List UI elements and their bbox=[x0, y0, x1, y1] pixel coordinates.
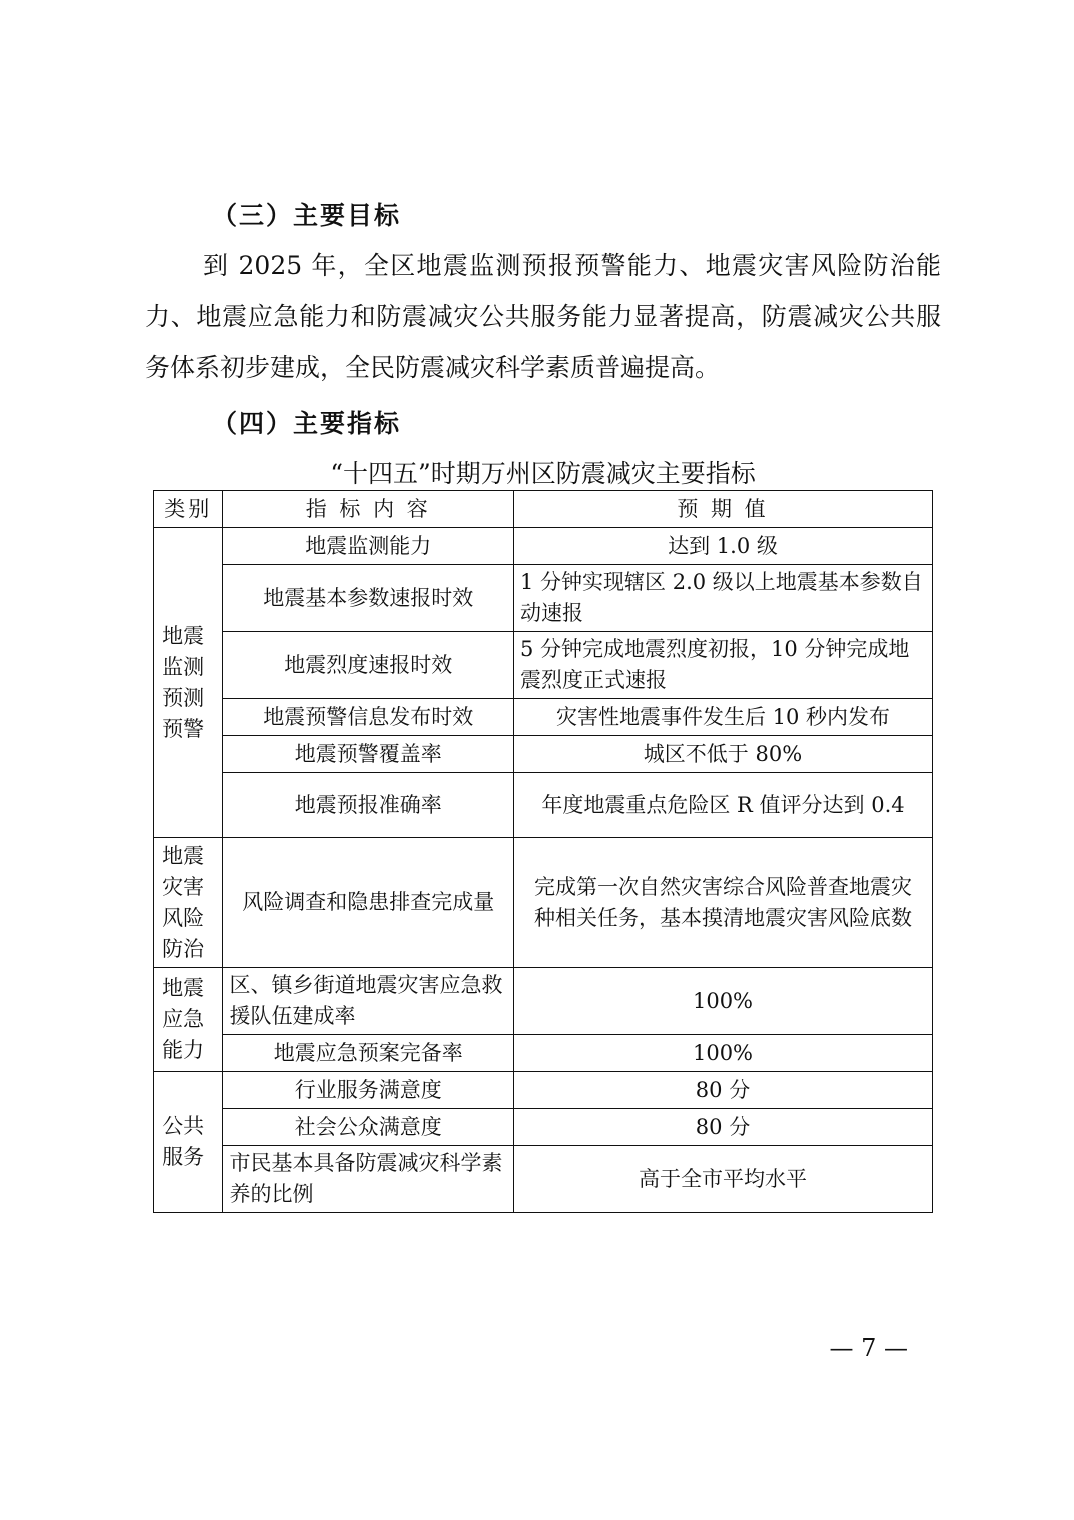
table-row bbox=[154, 1072, 933, 1109]
indicator-value: 完成第一次自然灾害综合风险普查地震灾种相关任务，基本摸清地震灾害风险底数 bbox=[514, 838, 933, 968]
indicator-value: 100% bbox=[514, 968, 933, 1035]
indicator-item: 地震基本参数速报时效 bbox=[223, 565, 514, 632]
indicator-item: 地震应急预案完备率 bbox=[223, 1035, 514, 1072]
indicator-value: 年度地震重点危险区 R 值评分达到 0.4 bbox=[514, 773, 933, 838]
table-row bbox=[154, 1146, 933, 1213]
header-item: 指 标 内 容 bbox=[223, 491, 514, 528]
category-label: 公共服务 bbox=[162, 1114, 205, 1169]
table-row bbox=[154, 968, 933, 1035]
indicator-item: 地震预警覆盖率 bbox=[223, 736, 514, 773]
indicators-table bbox=[153, 490, 933, 1213]
table-row bbox=[154, 1109, 933, 1146]
indicator-value: 100% bbox=[514, 1035, 933, 1072]
indicator-item-text: 市民基本具备防震减灾科学素养的比例 bbox=[229, 1151, 503, 1206]
indicator-item: 风险调查和隐患排查完成量 bbox=[223, 838, 514, 968]
category-cell bbox=[154, 528, 223, 838]
indicator-value: 城区不低于 80% bbox=[514, 736, 933, 773]
indicator-value bbox=[514, 632, 933, 699]
header-category: 类别 bbox=[154, 491, 223, 528]
table-row bbox=[154, 773, 933, 838]
table-row bbox=[154, 632, 933, 699]
indicator-value: 80 分 bbox=[514, 1109, 933, 1146]
indicator-value bbox=[514, 565, 933, 632]
category-cell bbox=[154, 1072, 223, 1213]
section-heading-main-goals: （三）主要目标 bbox=[212, 201, 402, 230]
indicator-value: 80 分 bbox=[514, 1072, 933, 1109]
category-cell bbox=[154, 968, 223, 1072]
table-row bbox=[154, 528, 933, 565]
indicator-value: 灾害性地震事件发生后 10 秒内发布 bbox=[514, 699, 933, 736]
table-title: “十四五”时期万州区防震减灾主要指标 bbox=[330, 459, 756, 488]
indicator-value: 达到 1.0 级 bbox=[514, 528, 933, 565]
table-header-row bbox=[154, 491, 933, 528]
indicator-item: 地震烈度速报时效 bbox=[223, 632, 514, 699]
section-heading-main-indicators: （四）主要指标 bbox=[212, 409, 402, 438]
indicator-item: 地震预报准确率 bbox=[223, 773, 514, 838]
category-label: 地震应急能力 bbox=[162, 976, 205, 1062]
indicator-item bbox=[223, 968, 514, 1035]
table-row bbox=[154, 838, 933, 968]
indicator-item: 地震监测能力 bbox=[223, 528, 514, 565]
table-row bbox=[154, 565, 933, 632]
table-row bbox=[154, 1035, 933, 1072]
category-label: 地震监测预测预警 bbox=[162, 623, 205, 741]
table-row bbox=[154, 699, 933, 736]
indicator-item bbox=[223, 1146, 514, 1213]
page-number: — 7 — bbox=[829, 1334, 908, 1362]
header-value: 预 期 值 bbox=[514, 491, 933, 528]
category-label: 地震灾害风险防治 bbox=[162, 843, 205, 961]
indicator-value: 高于全市平均水平 bbox=[514, 1146, 933, 1213]
indicator-item: 地震预警信息发布时效 bbox=[223, 699, 514, 736]
table-row bbox=[154, 736, 933, 773]
indicator-item-text: 区、镇乡街道地震灾害应急救援队伍建成率 bbox=[229, 973, 503, 1028]
indicator-item: 社会公众满意度 bbox=[223, 1109, 514, 1146]
main-goals-paragraph: 到 2025 年，全区地震监测预报预警能力、地震灾害风险防治能力、地震应急能力和防震减灾公共服务能力显著提高，防震减灾公共服务体系初步建成，全民防震减灾科学素质普遍提高。 bbox=[145, 251, 941, 382]
category-cell bbox=[154, 838, 223, 968]
indicator-item: 行业服务满意度 bbox=[223, 1072, 514, 1109]
indicator-value-text: 5 分钟完成地震烈度初报，10 分钟完成地震烈度正式速报 bbox=[520, 637, 910, 692]
indicator-value-text: 1 分钟实现辖区 2.0 级以上地震基本参数自动速报 bbox=[520, 570, 923, 625]
